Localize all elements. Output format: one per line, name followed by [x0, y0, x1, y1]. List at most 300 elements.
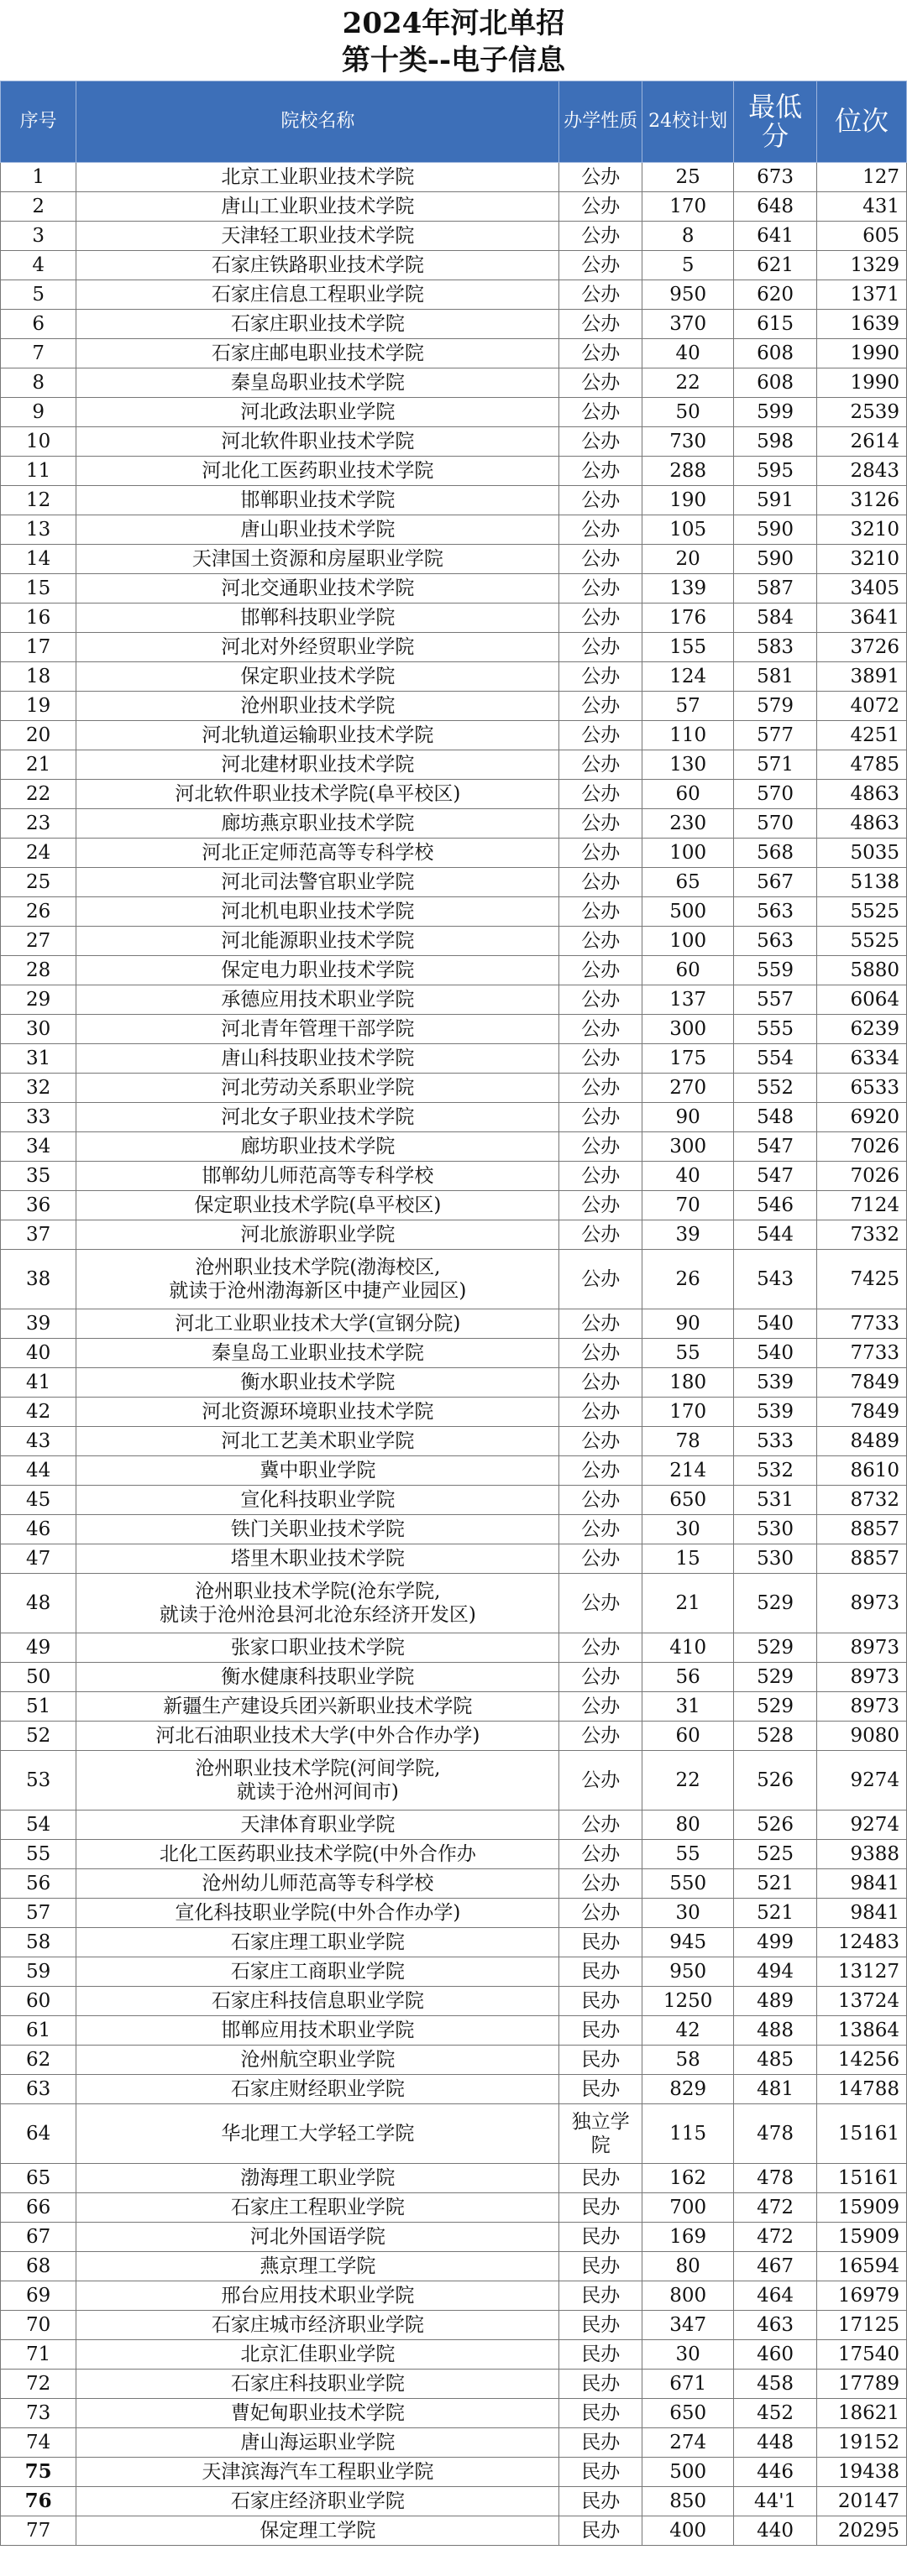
table-row: [1, 1574, 907, 1633]
rank-cell: 7026: [816, 1162, 906, 1191]
table-row: [1, 604, 907, 633]
rank-cell: 15161: [816, 2164, 906, 2193]
type-cell: 公办: [559, 1162, 642, 1191]
plan-cell: 8: [642, 222, 734, 251]
index-cell: 29: [1, 985, 76, 1015]
type-cell: 民办: [559, 2487, 642, 2516]
rank-cell: 12483: [816, 1928, 906, 1957]
rank-cell: 8610: [816, 1456, 906, 1486]
min-score-cell: 521: [734, 1869, 817, 1899]
plan-cell: 300: [642, 1132, 734, 1162]
table-row: [1, 985, 907, 1015]
min-score-cell: 579: [734, 692, 817, 721]
index-cell: 10: [1, 427, 76, 457]
index-cell: 77: [1, 2516, 76, 2546]
plan-cell: 60: [642, 956, 734, 985]
table-row: [1, 2516, 907, 2546]
index-cell: 25: [1, 868, 76, 897]
type-cell: 公办: [559, 192, 642, 222]
table-row: [1, 780, 907, 809]
admission-table: [0, 81, 907, 2546]
index-cell: 75: [1, 2458, 76, 2487]
school-cell: 沧州职业技术学院(渤海校区, 就读于沧州渤海新区中捷产业园区): [76, 1250, 559, 1309]
plan-cell: 170: [642, 192, 734, 222]
min-score-cell: 571: [734, 750, 817, 780]
min-score-cell: 641: [734, 222, 817, 251]
min-score-cell: 488: [734, 2016, 817, 2046]
index-cell: 73: [1, 2399, 76, 2428]
plan-cell: 730: [642, 427, 734, 457]
school-cell: 北化工医药职业技术学院(中外合作办: [76, 1840, 559, 1869]
min-score-cell: 530: [734, 1544, 817, 1574]
min-score-cell: 539: [734, 1368, 817, 1398]
plan-cell: 100: [642, 839, 734, 868]
type-cell: 公办: [559, 721, 642, 750]
school-cell: 石家庄职业技术学院: [76, 310, 559, 339]
rank-cell: 19438: [816, 2458, 906, 2487]
table-row: [1, 1427, 907, 1456]
school-cell: 沧州职业技术学院(沧东学院, 就读于沧州沧县河北沧东经济开发区): [76, 1574, 559, 1633]
type-cell: 公办: [559, 1456, 642, 1486]
header-rank: 位次: [816, 81, 906, 163]
plan-cell: 230: [642, 809, 734, 839]
min-score-cell: 546: [734, 1191, 817, 1220]
rank-cell: 4785: [816, 750, 906, 780]
rank-cell: 3405: [816, 574, 906, 604]
min-score-cell: 485: [734, 2046, 817, 2075]
index-cell: 26: [1, 897, 76, 927]
school-cell: 河北青年管理干部学院: [76, 1015, 559, 1044]
type-cell: 公办: [559, 1103, 642, 1132]
rank-cell: 20295: [816, 2516, 906, 2546]
plan-cell: 39: [642, 1220, 734, 1250]
plan-cell: 410: [642, 1633, 734, 1663]
min-score-cell: 599: [734, 398, 817, 427]
school-cell: 邯郸科技职业学院: [76, 604, 559, 633]
type-cell: 公办: [559, 604, 642, 633]
plan-cell: 270: [642, 1074, 734, 1103]
table-row: [1, 1840, 907, 1869]
school-cell: 河北软件职业技术学院(阜平校区): [76, 780, 559, 809]
index-cell: 45: [1, 1486, 76, 1515]
plan-cell: 671: [642, 2370, 734, 2399]
rank-cell: 19152: [816, 2428, 906, 2458]
rank-cell: 7733: [816, 1309, 906, 1339]
index-cell: 33: [1, 1103, 76, 1132]
type-cell: 公办: [559, 1015, 642, 1044]
type-cell: 公办: [559, 780, 642, 809]
plan-cell: 288: [642, 457, 734, 486]
type-cell: 公办: [559, 1044, 642, 1074]
school-cell: 渤海理工职业学院: [76, 2164, 559, 2193]
rank-cell: 6533: [816, 1074, 906, 1103]
table-row: [1, 1633, 907, 1663]
plan-cell: 650: [642, 1486, 734, 1515]
school-cell: 燕京理工学院: [76, 2252, 559, 2281]
table-row: [1, 1811, 907, 1840]
table-row: [1, 2487, 907, 2516]
school-cell: 石家庄经济职业学院: [76, 2487, 559, 2516]
rank-cell: 8489: [816, 1427, 906, 1456]
header-index: 序号: [1, 81, 76, 163]
plan-cell: 55: [642, 1339, 734, 1368]
min-score-cell: 554: [734, 1044, 817, 1074]
min-score-cell: 529: [734, 1633, 817, 1663]
index-cell: 36: [1, 1191, 76, 1220]
type-cell: 民办: [559, 2311, 642, 2340]
index-cell: 72: [1, 2370, 76, 2399]
min-score-cell: 464: [734, 2281, 817, 2311]
table-row: [1, 2252, 907, 2281]
plan-cell: 850: [642, 2487, 734, 2516]
type-cell: 公办: [559, 280, 642, 310]
min-score-cell: 499: [734, 1928, 817, 1957]
min-score-cell: 540: [734, 1339, 817, 1368]
plan-cell: 650: [642, 2399, 734, 2428]
rank-cell: 9080: [816, 1722, 906, 1751]
min-score-cell: 472: [734, 2193, 817, 2223]
table-row: [1, 1515, 907, 1544]
plan-cell: 20: [642, 545, 734, 574]
index-cell: 19: [1, 692, 76, 721]
index-cell: 30: [1, 1015, 76, 1044]
school-cell: 沧州职业技术学院: [76, 692, 559, 721]
min-score-cell: 547: [734, 1162, 817, 1191]
rank-cell: 5525: [816, 927, 906, 956]
index-cell: 27: [1, 927, 76, 956]
plan-cell: 30: [642, 1515, 734, 1544]
school-cell: 曹妃甸职业技术学院: [76, 2399, 559, 2428]
table-row: [1, 1368, 907, 1398]
type-cell: 公办: [559, 398, 642, 427]
plan-cell: 370: [642, 310, 734, 339]
school-cell: 廊坊职业技术学院: [76, 1132, 559, 1162]
type-cell: 公办: [559, 927, 642, 956]
rank-cell: 3210: [816, 545, 906, 574]
table-row: [1, 545, 907, 574]
table-row: [1, 368, 907, 398]
school-cell: 河北资源环境职业技术学院: [76, 1398, 559, 1427]
plan-cell: 90: [642, 1309, 734, 1339]
rank-cell: 15161: [816, 2104, 906, 2164]
plan-cell: 105: [642, 515, 734, 545]
plan-cell: 500: [642, 2458, 734, 2487]
min-score-cell: 543: [734, 1250, 817, 1309]
school-cell: 河北机电职业技术学院: [76, 897, 559, 927]
rank-cell: 8973: [816, 1574, 906, 1633]
min-score-cell: 673: [734, 163, 817, 192]
plan-cell: 26: [642, 1250, 734, 1309]
table-row: [1, 1456, 907, 1486]
index-cell: 42: [1, 1398, 76, 1427]
index-cell: 51: [1, 1692, 76, 1722]
type-cell: 公办: [559, 1574, 642, 1633]
type-cell: 公办: [559, 1191, 642, 1220]
index-cell: 60: [1, 1987, 76, 2016]
min-score-cell: 481: [734, 2075, 817, 2104]
min-score-cell: 587: [734, 574, 817, 604]
type-cell: 公办: [559, 251, 642, 280]
plan-cell: 15: [642, 1544, 734, 1574]
table-row: [1, 721, 907, 750]
plan-cell: 22: [642, 368, 734, 398]
type-cell: 公办: [559, 1368, 642, 1398]
type-cell: 公办: [559, 1899, 642, 1928]
rank-cell: 3641: [816, 604, 906, 633]
index-cell: 5: [1, 280, 76, 310]
table-row: [1, 1339, 907, 1368]
table-row: [1, 662, 907, 692]
type-cell: 公办: [559, 1751, 642, 1811]
school-cell: 保定电力职业技术学院: [76, 956, 559, 985]
min-score-cell: 529: [734, 1663, 817, 1692]
table-row: [1, 1899, 907, 1928]
school-cell: 邯郸应用技术职业学院: [76, 2016, 559, 2046]
type-cell: 公办: [559, 868, 642, 897]
rank-cell: 431: [816, 192, 906, 222]
school-cell: 石家庄工商职业学院: [76, 1957, 559, 1987]
index-cell: 28: [1, 956, 76, 985]
rank-cell: 7733: [816, 1339, 906, 1368]
min-score-cell: 540: [734, 1309, 817, 1339]
rank-cell: 16594: [816, 2252, 906, 2281]
table-row: [1, 222, 907, 251]
index-cell: 4: [1, 251, 76, 280]
type-cell: 公办: [559, 545, 642, 574]
school-cell: 石家庄信息工程职业学院: [76, 280, 559, 310]
min-score-cell: 570: [734, 809, 817, 839]
table-row: [1, 2193, 907, 2223]
plan-cell: 40: [642, 339, 734, 368]
min-score-cell: 598: [734, 427, 817, 457]
index-cell: 8: [1, 368, 76, 398]
min-score-cell: 567: [734, 868, 817, 897]
min-score-cell: 472: [734, 2223, 817, 2252]
table-row: [1, 1103, 907, 1132]
min-score-cell: 559: [734, 956, 817, 985]
index-cell: 1: [1, 163, 76, 192]
index-cell: 63: [1, 2075, 76, 2104]
rank-cell: 5035: [816, 839, 906, 868]
school-cell: 河北石油职业技术大学(中外合作办学): [76, 1722, 559, 1751]
rank-cell: 17125: [816, 2311, 906, 2340]
min-score-cell: 621: [734, 251, 817, 280]
table-row: [1, 1398, 907, 1427]
rank-cell: 7849: [816, 1368, 906, 1398]
type-cell: 民办: [559, 1987, 642, 2016]
rank-cell: 7332: [816, 1220, 906, 1250]
type-cell: 公办: [559, 457, 642, 486]
table-row: [1, 1250, 907, 1309]
rank-cell: 14788: [816, 2075, 906, 2104]
table-row: [1, 574, 907, 604]
min-score-cell: 463: [734, 2311, 817, 2340]
rank-cell: 20147: [816, 2487, 906, 2516]
plan-cell: 42: [642, 2016, 734, 2046]
type-cell: 公办: [559, 1486, 642, 1515]
min-score-cell: 577: [734, 721, 817, 750]
plan-cell: 169: [642, 2223, 734, 2252]
plan-cell: 214: [642, 1456, 734, 1486]
index-cell: 21: [1, 750, 76, 780]
table-row: [1, 868, 907, 897]
type-cell: 民办: [559, 2046, 642, 2075]
index-cell: 76: [1, 2487, 76, 2516]
rank-cell: 9388: [816, 1840, 906, 1869]
school-cell: 沧州幼儿师范高等专科学校: [76, 1869, 559, 1899]
school-cell: 天津滨海汽车工程职业学院: [76, 2458, 559, 2487]
min-score-cell: 539: [734, 1398, 817, 1427]
rank-cell: 15909: [816, 2193, 906, 2223]
school-cell: 石家庄铁路职业技术学院: [76, 251, 559, 280]
table-row: [1, 1751, 907, 1811]
school-cell: 邯郸幼儿师范高等专科学校: [76, 1162, 559, 1191]
index-cell: 74: [1, 2428, 76, 2458]
rank-cell: 14256: [816, 2046, 906, 2075]
header-min-score: 最低分: [734, 81, 817, 163]
min-score-cell: 591: [734, 486, 817, 515]
school-cell: 塔里木职业技术学院: [76, 1544, 559, 1574]
plan-cell: 180: [642, 1368, 734, 1398]
school-cell: 河北司法警官职业学院: [76, 868, 559, 897]
table-row: [1, 1191, 907, 1220]
school-cell: 衡水职业技术学院: [76, 1368, 559, 1398]
rank-cell: 1990: [816, 339, 906, 368]
min-score-cell: 494: [734, 1957, 817, 1987]
type-cell: 公办: [559, 1515, 642, 1544]
index-cell: 59: [1, 1957, 76, 1987]
index-cell: 71: [1, 2340, 76, 2370]
type-cell: 公办: [559, 1692, 642, 1722]
rank-cell: 2843: [816, 457, 906, 486]
min-score-cell: 557: [734, 985, 817, 1015]
rank-cell: 9274: [816, 1811, 906, 1840]
type-cell: 公办: [559, 515, 642, 545]
table-row: [1, 2223, 907, 2252]
type-cell: 公办: [559, 750, 642, 780]
index-cell: 69: [1, 2281, 76, 2311]
table-row: [1, 1663, 907, 1692]
school-cell: 唐山海运职业学院: [76, 2428, 559, 2458]
index-cell: 16: [1, 604, 76, 633]
plan-cell: 124: [642, 662, 734, 692]
min-score-cell: 563: [734, 927, 817, 956]
type-cell: 公办: [559, 1840, 642, 1869]
plan-cell: 22: [642, 1751, 734, 1811]
header-school: 院校名称: [76, 81, 559, 163]
plan-cell: 274: [642, 2428, 734, 2458]
table-row: [1, 192, 907, 222]
type-cell: 公办: [559, 427, 642, 457]
min-score-cell: 460: [734, 2340, 817, 2370]
plan-cell: 347: [642, 2311, 734, 2340]
plan-cell: 945: [642, 1928, 734, 1957]
index-cell: 12: [1, 486, 76, 515]
plan-cell: 31: [642, 1692, 734, 1722]
school-cell: 秦皇岛职业技术学院: [76, 368, 559, 398]
type-cell: 民办: [559, 2428, 642, 2458]
table-row: [1, 809, 907, 839]
school-cell: 石家庄理工职业学院: [76, 1928, 559, 1957]
type-cell: 民办: [559, 2516, 642, 2546]
type-cell: 公办: [559, 1132, 642, 1162]
table-row: [1, 1928, 907, 1957]
school-cell: 唐山职业技术学院: [76, 515, 559, 545]
table-row: [1, 515, 907, 545]
plan-cell: 60: [642, 780, 734, 809]
table-row: [1, 897, 907, 927]
plan-cell: 950: [642, 1957, 734, 1987]
min-score-cell: 448: [734, 2428, 817, 2458]
type-cell: 公办: [559, 574, 642, 604]
min-score-cell: 533: [734, 1427, 817, 1456]
table-row: [1, 427, 907, 457]
type-cell: 公办: [559, 163, 642, 192]
rank-cell: 15909: [816, 2223, 906, 2252]
school-cell: 河北旅游职业学院: [76, 1220, 559, 1250]
min-score-cell: 531: [734, 1486, 817, 1515]
type-cell: 公办: [559, 1220, 642, 1250]
header-type: 办学性质: [559, 81, 642, 163]
type-cell: 公办: [559, 809, 642, 839]
page-title: [0, 0, 907, 81]
rank-cell: 7425: [816, 1250, 906, 1309]
min-score-cell: 446: [734, 2458, 817, 2487]
index-cell: 56: [1, 1869, 76, 1899]
index-cell: 41: [1, 1368, 76, 1398]
rank-cell: 6920: [816, 1103, 906, 1132]
table-row: [1, 1987, 907, 2016]
table-row: [1, 1015, 907, 1044]
index-cell: 53: [1, 1751, 76, 1811]
rank-cell: 8973: [816, 1692, 906, 1722]
plan-cell: 56: [642, 1663, 734, 1692]
table-row: [1, 927, 907, 956]
school-cell: 河北软件职业技术学院: [76, 427, 559, 457]
plan-cell: 100: [642, 927, 734, 956]
table-row: [1, 1162, 907, 1191]
table-body: [1, 163, 907, 2546]
type-cell: 公办: [559, 1544, 642, 1574]
min-score-cell: 555: [734, 1015, 817, 1044]
type-cell: 民办: [559, 2016, 642, 2046]
rank-cell: 6239: [816, 1015, 906, 1044]
rank-cell: 16979: [816, 2281, 906, 2311]
plan-cell: 700: [642, 2193, 734, 2223]
rank-cell: 8857: [816, 1544, 906, 1574]
index-cell: 61: [1, 2016, 76, 2046]
school-cell: 保定职业技术学院(阜平校区): [76, 1191, 559, 1220]
school-cell: 宣化科技职业学院(中外合作办学): [76, 1899, 559, 1928]
rank-cell: 9841: [816, 1899, 906, 1928]
plan-cell: 550: [642, 1869, 734, 1899]
rank-cell: 127: [816, 163, 906, 192]
type-cell: 公办: [559, 1869, 642, 1899]
school-cell: 唐山工业职业技术学院: [76, 192, 559, 222]
plan-cell: 65: [642, 868, 734, 897]
min-score-cell: 526: [734, 1751, 817, 1811]
min-score-cell: 595: [734, 457, 817, 486]
plan-cell: 500: [642, 897, 734, 927]
table-row: [1, 956, 907, 985]
index-cell: 48: [1, 1574, 76, 1633]
plan-cell: 21: [642, 1574, 734, 1633]
table-row: [1, 1869, 907, 1899]
plan-cell: 800: [642, 2281, 734, 2311]
school-cell: 宣化科技职业学院: [76, 1486, 559, 1515]
plan-cell: 139: [642, 574, 734, 604]
type-cell: 民办: [559, 2193, 642, 2223]
